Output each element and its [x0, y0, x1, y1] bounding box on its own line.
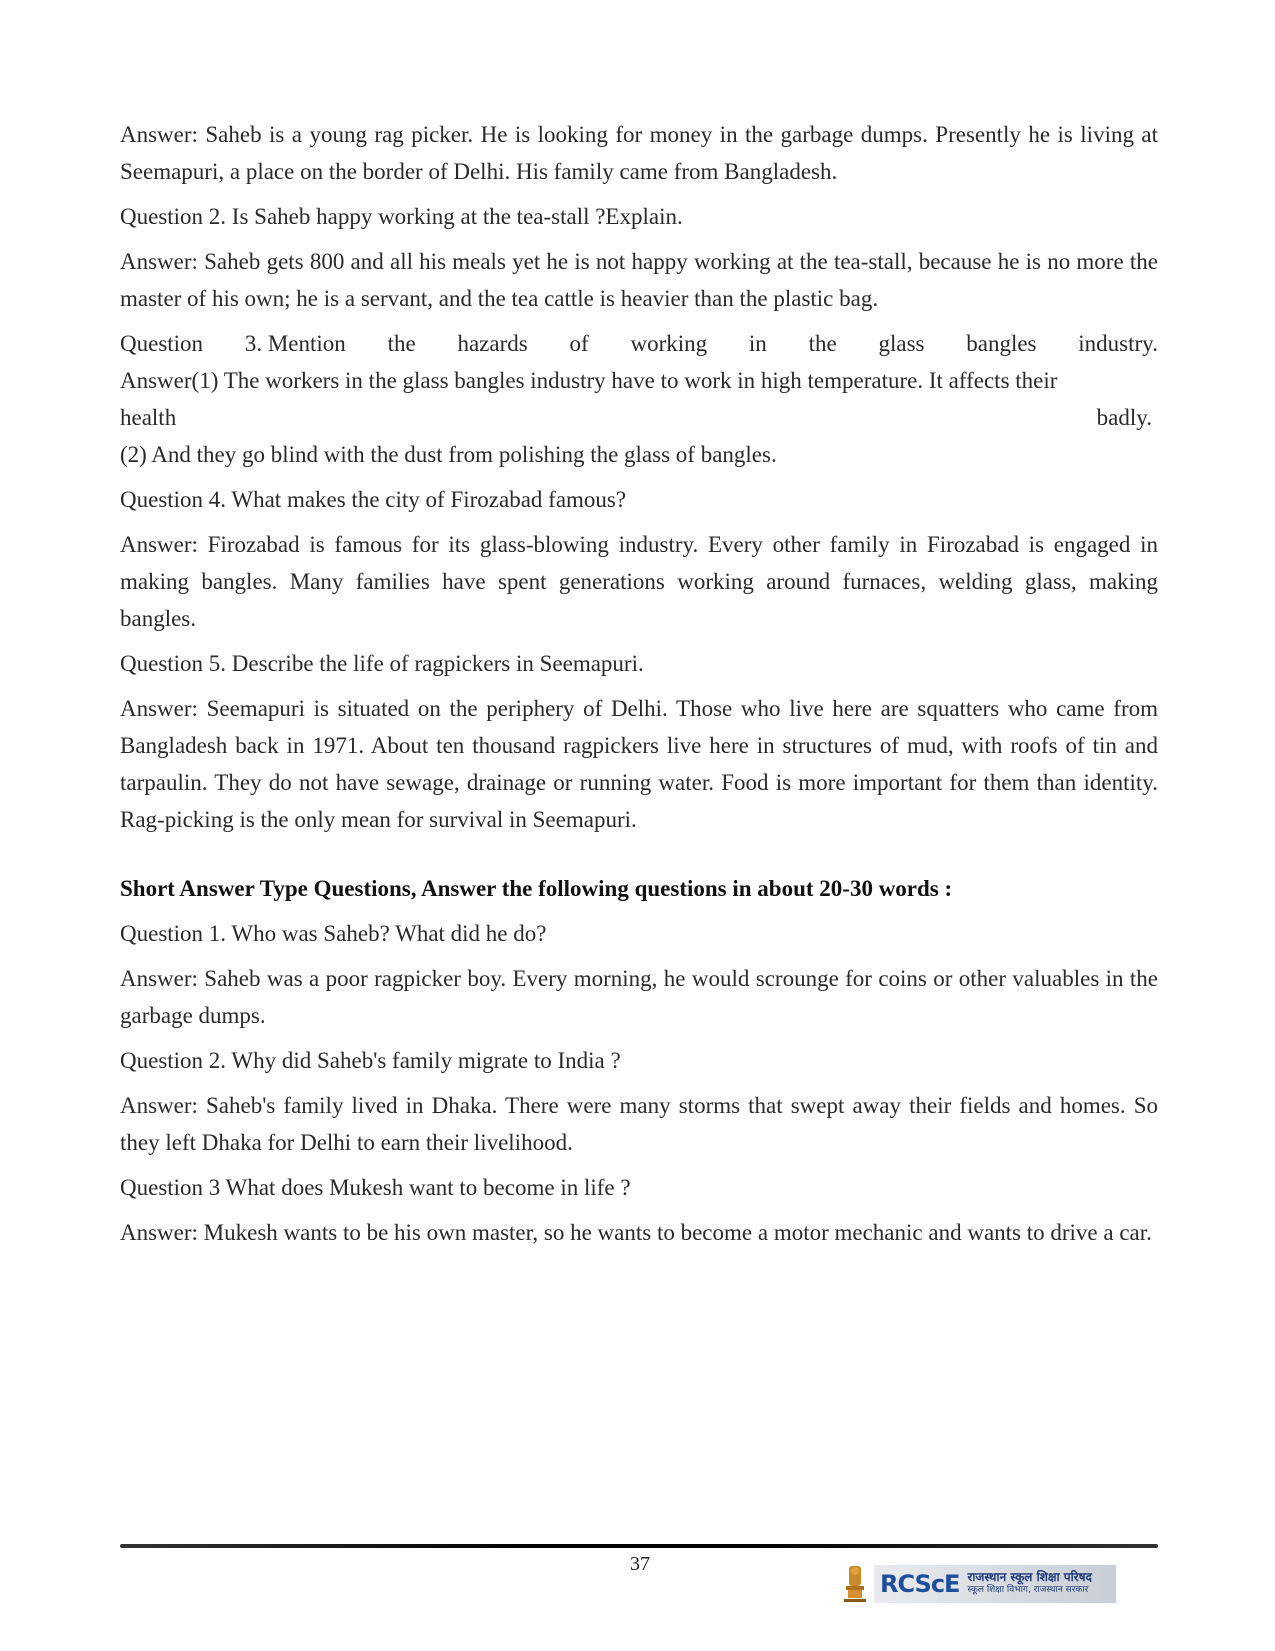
question-2: Question 2. Is Saheb happy working at the tea-stall ?Explain.	[120, 204, 683, 229]
rcsce-logo	[840, 1562, 1120, 1606]
answer-5: Answer: Seemapuri is situated on the periphery of Delhi. Those who live here are squatters who came from Bangladesh back in 1971. About ten thousand ragpickers live here in structures of mud, with roofs of tin and tarpaulin. They do not have sewage, drainage or running water. Food is more important for them than identity. Rag-picking is the only mean for survival in Seemapuri.	[120, 696, 1158, 832]
answer-2: Answer: Saheb gets 800 and all his meals yet he is not happy working at the tea-stall, because he is no more the master of his own; he is a servant, and the tea cattle is heavier than the plastic bag.	[120, 249, 1158, 311]
answer-3-line-2	[120, 399, 1158, 436]
q3-word: glass	[878, 331, 925, 356]
q3-word: Question	[120, 331, 204, 356]
short-answer-3: Answer: Mukesh wants to be his own master, so he wants to become a motor mechanic and wants to drive a car.	[120, 1220, 1152, 1245]
q3-word: the	[387, 331, 416, 356]
short-question-1: Question 1. Who was Saheb? What did he do?	[120, 921, 547, 946]
page-content	[120, 116, 1158, 1259]
question-4: Question 4. What makes the city of Firozabad famous?	[120, 487, 627, 512]
answer-1: Answer: Saheb is a young rag picker. He is looking for money in the garbage dumps. Presently he is living at Seemapuri, a place on the border of Delhi. His family came from Bangladesh.	[120, 122, 1158, 184]
question-3	[120, 325, 1158, 362]
page-number: 37	[630, 1553, 650, 1575]
answer-3-health: health	[120, 405, 177, 430]
q3-word: bangles	[966, 331, 1037, 356]
short-question-3: Question 3 What does Mukesh want to become in life ?	[120, 1175, 631, 1200]
rcsce-hindi-line-1: राजस्थान स्कूल शिक्षा परिषद	[967, 1570, 1092, 1584]
short-question-2: Question 2. Why did Saheb's family migrate to India ?	[120, 1048, 621, 1073]
footer-rule	[120, 1544, 1158, 1548]
answer-3-line-3: (2) And they go blind with the dust from polishing the glass of bangles.	[120, 442, 777, 467]
answer-4: Answer: Firozabad is famous for its glass-blowing industry. Every other family in Firozabad is engaged in making bangles. Many families have spent generations working around furnaces, welding glass, making bangles.	[120, 532, 1158, 631]
answer-3-line-1: Answer(1) The workers in the glass bangles industry have to work in high temperature. It affects their	[120, 368, 1058, 393]
q3-word: of	[569, 331, 589, 356]
rcsce-hindi-line-2: स्कूल शिक्षा विभाग, राजस्थान सरकार	[967, 1585, 1089, 1595]
question-3-block	[120, 325, 1158, 473]
q3-word: industry.	[1078, 331, 1158, 356]
section-heading: Short Answer Type Questions, Answer the following questions in about 20-30 words :	[120, 876, 953, 901]
q3-word: 3. Mention	[244, 331, 346, 356]
short-answer-2: Answer: Saheb's family lived in Dhaka. There were many storms that swept away their fields and homes. So they left Dhaka for Delhi to earn their livelihood.	[120, 1093, 1158, 1155]
rcsce-banner	[874, 1565, 1116, 1603]
question-5: Question 5. Describe the life of ragpickers in Seemapuri.	[120, 651, 644, 676]
q3-word: the	[808, 331, 837, 356]
national-emblem-icon	[840, 1563, 870, 1605]
short-answer-1: Answer: Saheb was a poor ragpicker boy. Every morning, he would scrounge for coins or other valuables in the garbage dumps.	[120, 966, 1158, 1028]
answer-3-badly: badly.	[1096, 405, 1152, 430]
rcsce-hindi	[967, 1571, 1091, 1597]
rcsce-wordmark: RCScE	[880, 1570, 960, 1598]
q3-word: hazards	[457, 331, 528, 356]
q3-word: working	[630, 331, 708, 356]
q3-word: in	[748, 331, 767, 356]
